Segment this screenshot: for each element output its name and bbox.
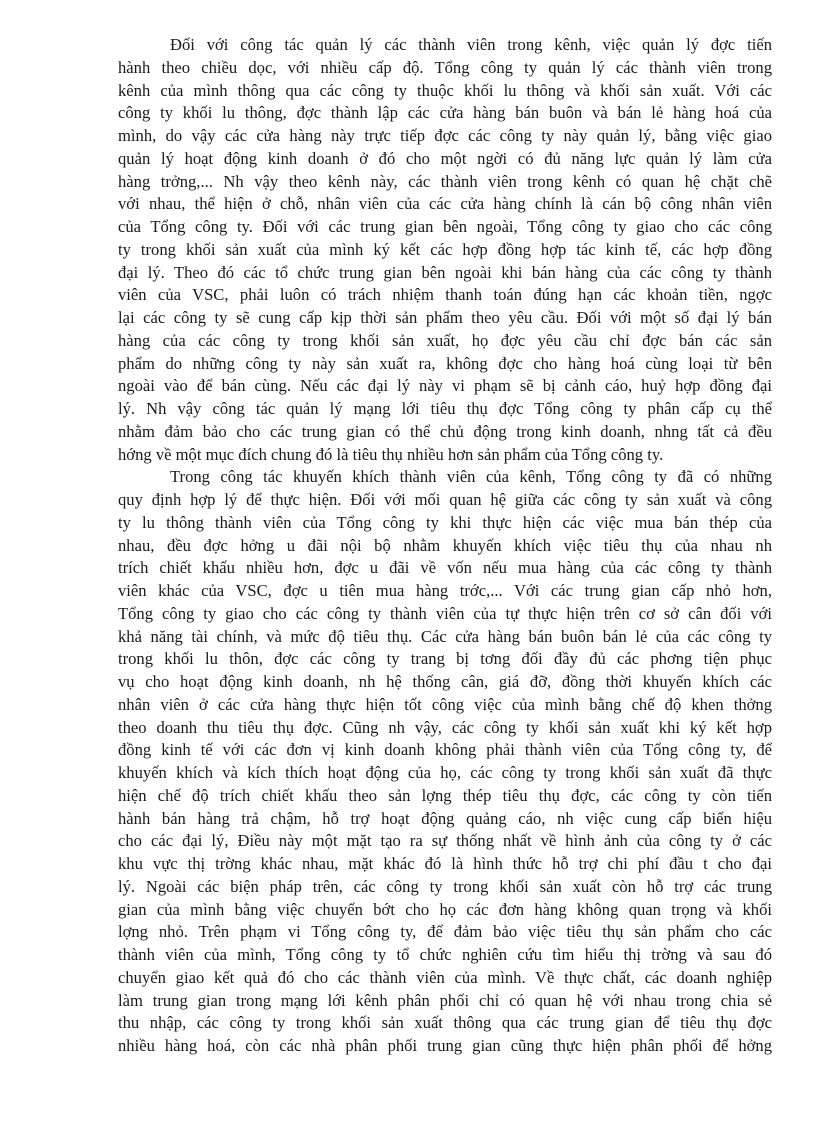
text-line: hớng về một mục đích chung đó là tiêu thụ nhiều hơn sản phẩm của Tổng công ty.	[118, 444, 664, 464]
text-line: công ty khối lu thông, đợc thành lập các cửa hàng bán buôn và bán lẻ hàng hoá của	[118, 103, 772, 123]
text-line: nhân viên ở các cửa hàng thực hiện tốt công việc của mình bằng chế độ khen thởng	[118, 694, 772, 714]
text-line: khả năng tài chính, và mức độ tiêu thụ. Các cửa hàng bán buôn bán lẻ của các công ty	[118, 626, 772, 646]
text-line: ty lu thông thành viên của Tổng công ty khi thực hiện các việc mua bán thép của	[118, 512, 772, 532]
text-line: theo doanh thu tiêu thụ đợc. Cũng nh vậy, các công ty khối sản xuất khi ký kết hợp	[118, 717, 772, 737]
body-text	[118, 34, 772, 1058]
text-line: trong khối lu thôn, đợc các công ty trang bị tơng đối đầy đủ các phơng tiện phục	[118, 649, 772, 669]
text-line: ty trong khối sản xuất của mình ký kết các hợp đồng hợp tác kinh tế, các hợp đồng	[118, 239, 772, 259]
text-line: quản lý hoạt động kinh doanh ở đó cho một ngời có đủ năng lực quản lý làm cửa	[118, 148, 772, 168]
text-line: lợng nhỏ. Trên phạm vi Tổng công ty, để đảm bảo việc tiêu thụ sản phẩm cho các	[118, 922, 772, 942]
text-line: đại lý. Theo đó các tổ chức trung gian bên ngoài khi bán hàng của các công ty thành	[118, 262, 772, 282]
text-line: Tổng công ty giao cho các công ty thành viên của tự thực hiện trên cơ sở cân đối với	[118, 603, 772, 623]
text-line: lại các công ty sẽ cung cấp kịp thời sản phẩm theo yêu cầu. Đối với một số đại lý bán	[118, 308, 772, 327]
text-line: với nhau, thể hiện ở chỗ, nhân viên của các cửa hàng chính là cán bộ công nhân viên	[118, 194, 772, 214]
text-line: viên khác của VSC, đợc u tiên mua hàng trớc,... Với các trung gian cấp nhỏ hơn,	[118, 581, 772, 600]
text-line: hàng trởng,... Nh vậy theo kênh này, các thành viên trong kênh có quan hệ chặt chẽ	[118, 171, 772, 191]
text-line: Đối với công tác quản lý các thành viên trong kênh, việc quản lý đợc tiến	[170, 35, 772, 54]
text-line: Trong công tác khuyến khích thành viên của kênh, Tổng công ty đã có những	[170, 467, 772, 487]
text-line: nhau, đều đợc hởng u đãi nội bộ nhằm khuyến khích việc tiêu thụ của nhau nh	[118, 535, 772, 555]
text-line: vụ cho hoạt động kinh doanh, nh hệ thống cân, giá đỡ, đồng thời khuyến khích các	[118, 672, 772, 691]
text-line: trích chiết khấu nhiều hơn, đợc u đãi về vốn nếu mua hàng của các công ty thành	[118, 558, 772, 578]
text-line: hành theo chiều dọc, với nhiều cấp độ. Tổng công ty quản lý các thành viên trong	[118, 57, 772, 77]
text-line: nhằm đảm bảo cho các trung gian có thể chủ động trong kinh doanh, nhng tất cả đều	[118, 421, 772, 441]
text-line: gian của mình bằng việc chuyển bớt cho họ các đơn hàng không quan trọng và khối	[118, 899, 772, 919]
text-line: đồng kinh tế với các đơn vị kinh doanh không phải thành viên của Tổng công ty, để	[118, 740, 772, 760]
text-line: quy định hợp lý để thực hiện. Đối với mối quan hệ giữa các công ty sản xuất và công	[118, 490, 772, 509]
text-line: nhiều hàng hoá, còn các nhà phân phối trung gian cũng thực hiện phân phối để hởng	[118, 1036, 772, 1055]
text-line: viên của VSC, phải luôn có trách nhiệm thanh toán đúng hạn các khoản tiền, ngợc	[118, 285, 772, 305]
text-line: ngoài vào để bán cùng. Nếu các đại lý này vi phạm sẽ bị cảnh cáo, huỷ hợp đồng đại	[118, 376, 772, 396]
text-line: hiện chế độ trích chiết khấu theo sản lợng thép tiêu thụ đợc, các công ty còn tiến	[118, 785, 772, 805]
text-line: làm trung gian trong mạng lới kênh phân phối chỉ có quan hệ với nhau trong chia sẻ	[118, 990, 772, 1010]
text-line: hành bán hàng trả chậm, hỗ trợ hoạt động quảng cáo, nh việc cung cấp biển hiệu	[118, 808, 772, 828]
text-line: lý. Ngoài các biện pháp trên, các công ty trong khối sản xuất còn hỗ trợ các trung	[118, 876, 772, 896]
text-line: khu vực thị trờng khác nhau, mặt khác đó là hình thức hỗ trợ chi phí đầu t cho đại	[118, 854, 772, 873]
text-line: lý. Nh vậy công tác quản lý mạng lới tiêu thụ đợc Tổng công ty phân cấp cụ thể	[118, 399, 772, 418]
text-line: thành viên của mình, Tổng công ty tổ chức nghiên cứu tìm hiểu thị trờng và sau đó	[118, 945, 772, 964]
text-line: mình, do vậy các cửa hàng này trực tiếp đợc các công ty này quản lý, bằng việc giao	[118, 126, 772, 145]
text-line: chuyển giao kết quả đó cho các thành viên của mình. Về thực chất, các doanh nghiệp	[118, 967, 772, 987]
text-line: hàng của các công ty trong khối sản xuất, họ đợc yêu cầu chỉ đợc bán các sản	[118, 330, 772, 350]
text-line: thu nhập, các công ty trong khối sản xuất thông qua các trung gian để tiêu thụ đợc	[118, 1013, 772, 1033]
text-line: khuyến khích và kích thích hoạt động của họ, các công ty trong khối sản xuất đã thực	[118, 763, 772, 782]
text-line: kênh của mình thông qua các công ty thuộc khối lu thông và khối sản xuất. Với các	[118, 80, 772, 100]
text-line: phẩm do những công ty này sản xuất ra, không đợc cho hàng hoá cùng loại từ bên	[118, 353, 772, 373]
text-line: của Tổng công ty. Đối với các trung gian bên ngoài, Tổng công ty giao cho các công	[118, 217, 772, 236]
paragraph-incentives	[118, 466, 772, 1058]
paragraph-management	[118, 34, 772, 466]
text-line: cho các đại lý, Điều này một mặt tạo ra sự thống nhất về hình ảnh của công ty ở các	[118, 831, 772, 851]
